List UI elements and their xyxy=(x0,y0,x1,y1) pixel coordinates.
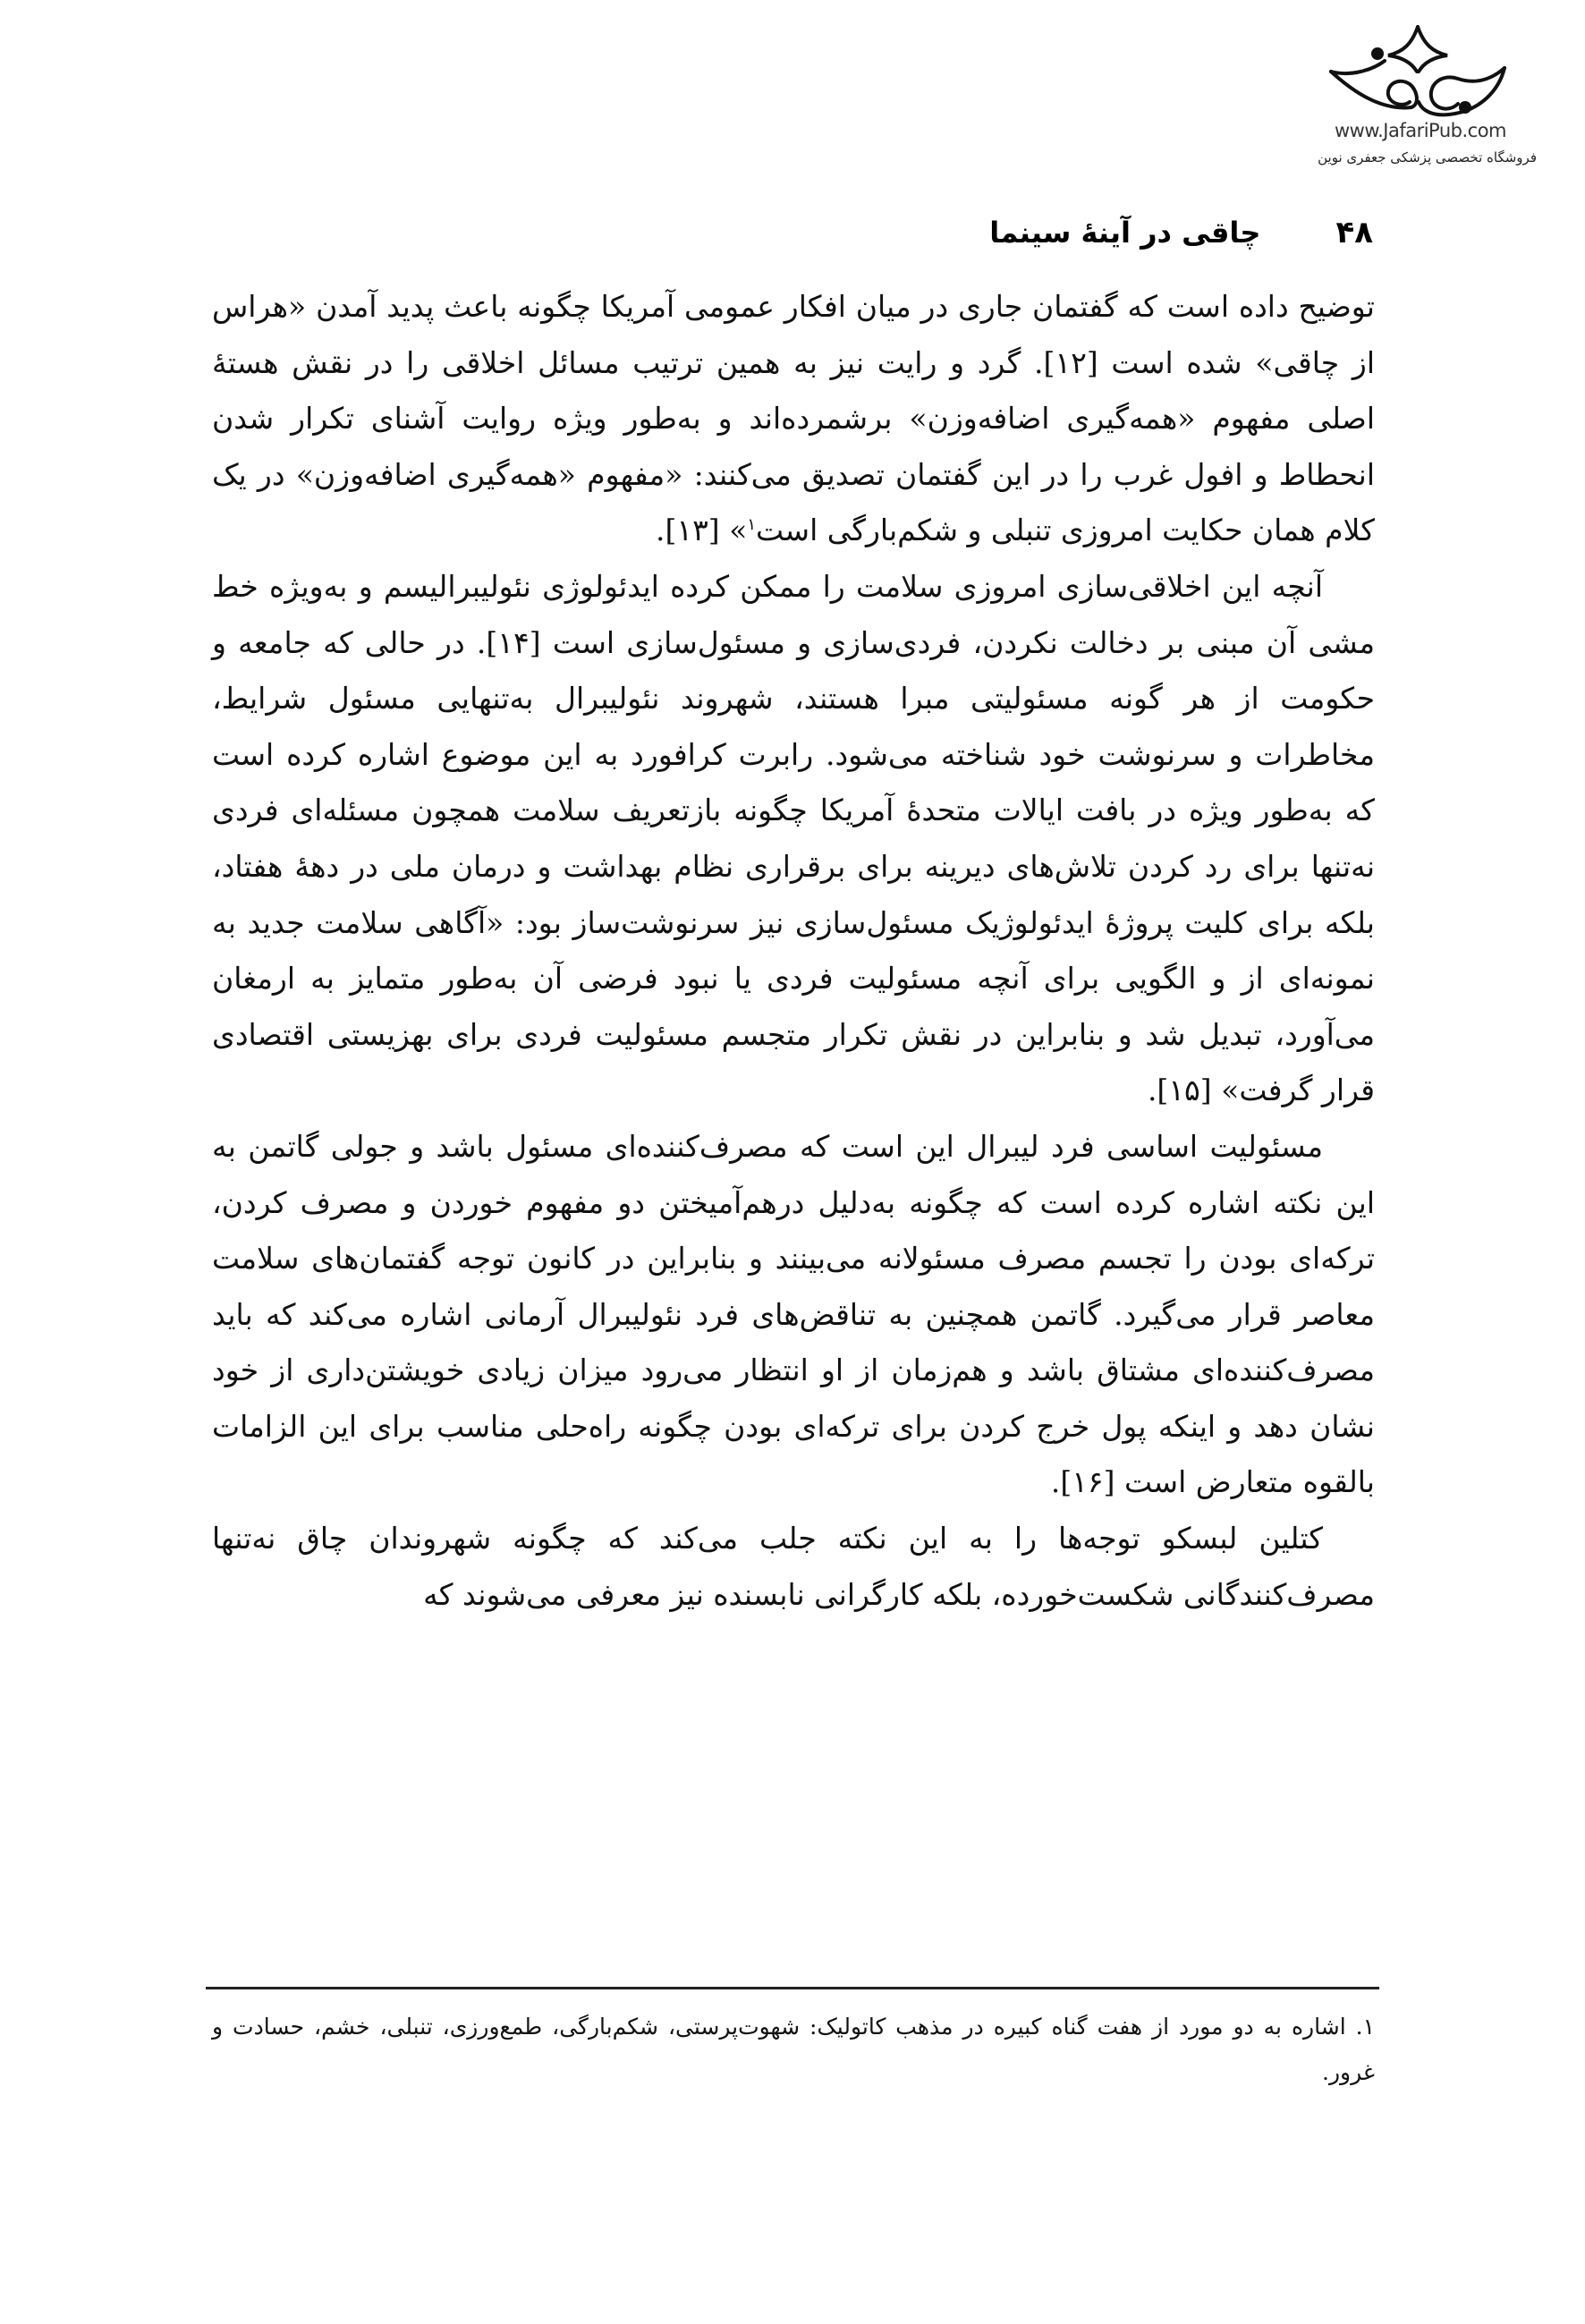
paragraph-3: مسئولیت اساسی فرد لیبرال این است که مصرف‌کننده‌ای مسئول باشد و جولی گاتمن به این نکته اشاره کرده است که چگونه به‌دلیل درهم‌آمیختن دو مفهوم خوردن و مصرف کردن، ترکه‌ای بودن را تجسم مصرف مسئولانه می‌بینند و بنابراین در کانون توجه گفتمان‌های سلامت معاصر قرار می‌گیرد. گاتمن همچنین به تناقض‌های فرد نئولیبرال آرمانی اشاره می‌کند که باید مصرف‌کننده‌ای مشتاق باشد و هم‌زمان از او انتظار می‌رود میزان زیادی خویشتن‌داری از خود نشان دهد و اینکه پول خرج کردن برای ترکه‌ای بودن چگونه راه‌حلی مناسب برای این الزامات بالقوه متعارض است [۱۶]. xyxy=(212,1128,1375,1500)
publisher-url: www.JafariPub.com xyxy=(1334,120,1507,141)
footnote-marker-1[interactable]: ۱ xyxy=(747,515,757,535)
paragraph-4: کتلین لبسکو توجه‌ها را به این نکته جلب می‌کند که چگونه شهروندان چاق نه‌تنها مصرف‌کنندگانی شکست‌خورده، بلکه کارگرانی نابسنده نیز معرفی می‌شوند که xyxy=(212,1521,1375,1612)
running-head xyxy=(989,208,1373,258)
footnote-separator xyxy=(206,1987,1379,1989)
book-title: چاقی در آینۀ سینما xyxy=(989,216,1261,250)
footnotes xyxy=(212,2004,1375,2095)
body-text xyxy=(212,279,1375,1623)
footnote-1: ۱. اشاره به دو مورد از هفت گناه کبیره در مذهب کاتولیک: شهوت‌پرستی، شکم‌بارگی، طمع‌ورزی، تنبلی، خشم، حسادت و غرور. xyxy=(212,2014,1375,2085)
paragraph-1-text-a: توضیح داده است که گفتمان جاری در میان افکار عمومی آمریکا چگونه باعث پدید آمدن «هراس از چاقی» شده است [۱۲]. گرد و رایت نیز به همین ترتیب مسائل اخلاقی را در نقش هستۀ اصلی مفهوم «همه‌گیری اضافه‌وزن» برشمرده‌اند و به‌طور ویژه روایت آشنای تکرار شدن انحطاط و افول غرب را در این گفتمان تصدیق می‌کنند: «مفهوم «همه‌گیری اضافه‌وزن» در یک کلام همان حکایت امروزی تنبلی و شکم‌بارگی است xyxy=(212,289,1375,548)
publisher-logo xyxy=(1288,20,1556,176)
publisher-tagline: فروشگاه تخصصی پزشکی جعفری نوین xyxy=(1318,149,1537,165)
paragraph-1 xyxy=(212,279,1375,559)
paragraph-2: آنچه این اخلاقی‌سازی امروزی سلامت را ممکن کرده ایدئولوژی نئولیبرالیسم و به‌ویژه خط مشی آن مبنی بر دخالت نکردن، فردی‌سازی و مسئول‌سازی است [۱۴]. در حالی که جامعه و حکومت از هر گونه مسئولیتی مبرا هستند، شهروند نئولیبرال به‌تنهایی مسئول شرایط، مخاطرات و سرنوشت خود شناخته می‌شود. رابرت کرافورد به این موضوع اشاره کرده است که به‌طور ویژه در بافت ایالات متحدۀ آمریکا چگونه بازتعریف سلامت همچون مسئله‌ای فردی نه‌تنها برای رد کردن تلاش‌های دیرینه برای برقراری نظام بهداشت و درمان ملی در دهۀ هفتاد، بلکه برای کلیت پروژۀ ایدئولوژیک مسئول‌سازی نیز سرنوشت‌ساز بود: «آگاهی سلامت جدید به نمونه‌ای از و الگویی برای آنچه مسئولیت فردی یا نبود فرضی آن به‌طور متمایز به ارمغان می‌آورد، تبدیل شد و بنابراین در نقش تکرار متجسم مسئولیت فردی برای بهزیستی اقتصادی قرار گرفت» [۱۵]. xyxy=(212,568,1376,1108)
jafari-calligraphy-logo-icon xyxy=(1324,25,1512,125)
paragraph-1-text-b: » [۱۳]. xyxy=(655,513,748,548)
page-number: ۴۸ xyxy=(1335,215,1373,250)
